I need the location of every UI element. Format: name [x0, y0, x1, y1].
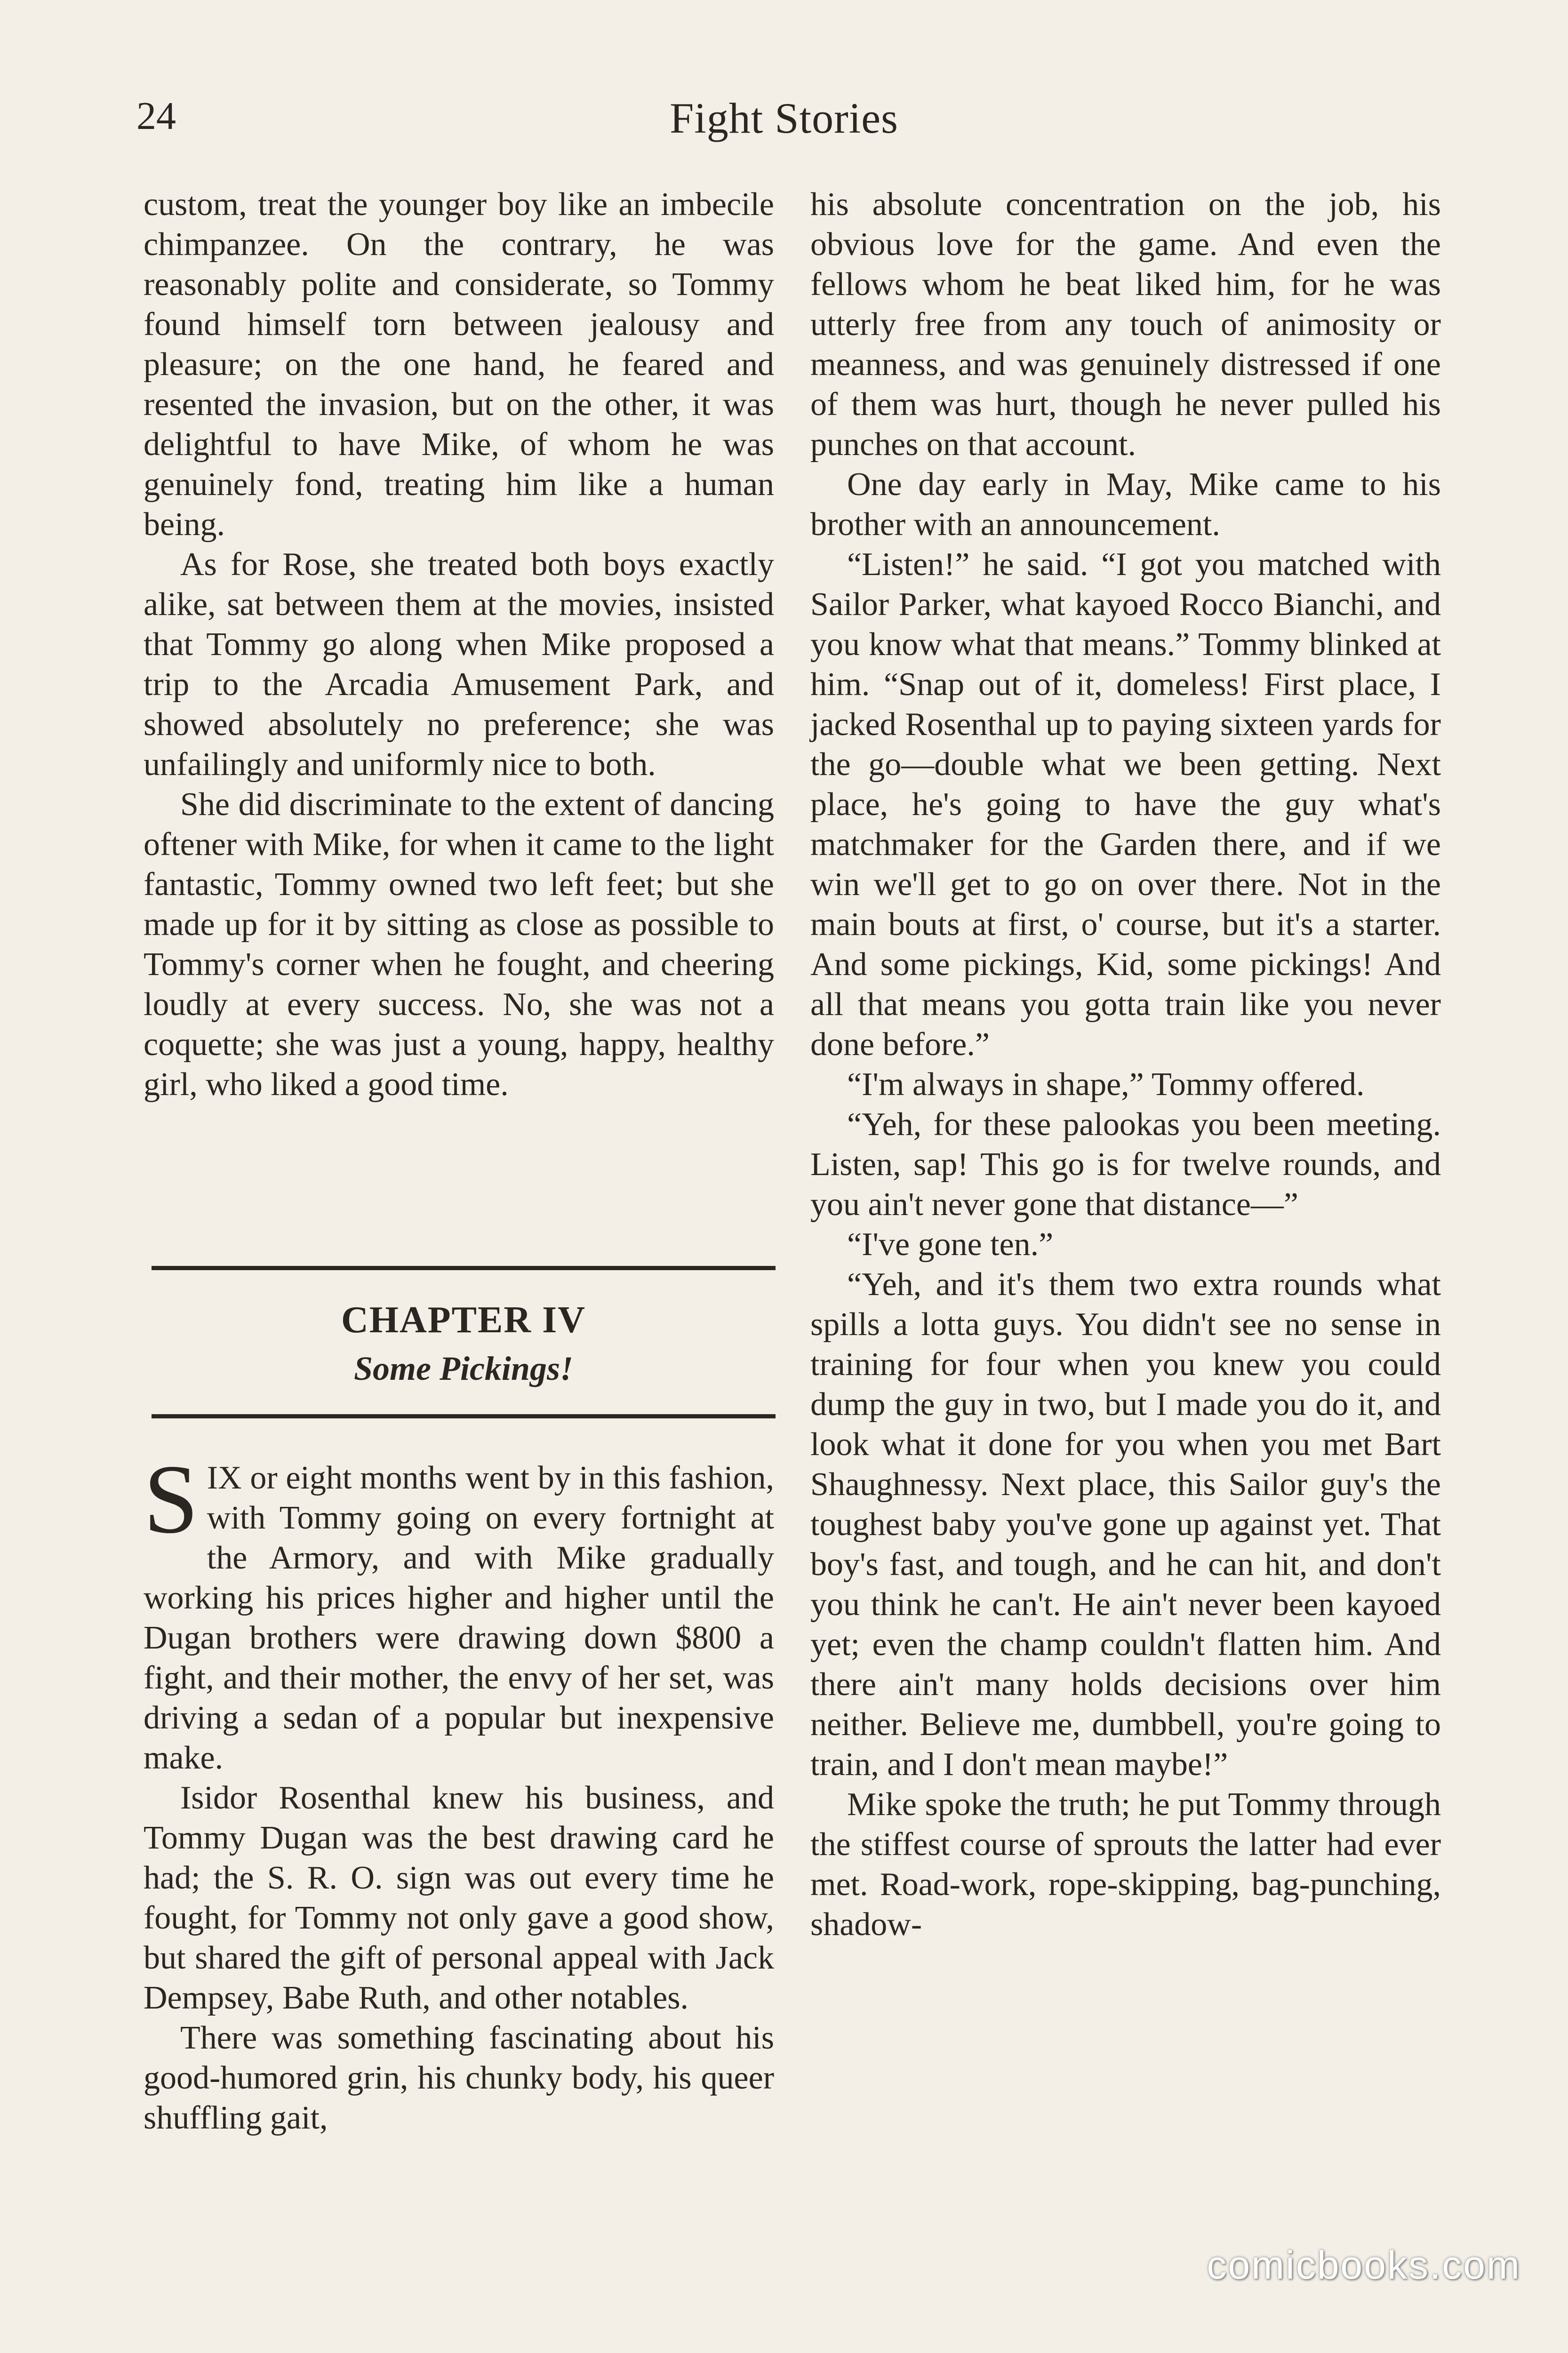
paragraph: Mike spoke the truth; he put Tommy through the stiffest course of sprouts the latter had ever met. Road-work, rope-skipping, bag-punching, shadow-: [810, 1786, 1441, 1943]
chapter-rule-top: [152, 1266, 776, 1270]
paragraph: One day early in May, Mike came to his brother with an announcement.: [810, 466, 1441, 543]
paragraph: “Yeh, for these palookas you been meeting. Listen, sap! This go is for twelve rounds, and you ain't never gone that distance—”: [810, 1106, 1441, 1223]
left-column-top: [144, 184, 774, 1104]
chapter-opening-paragraph: [144, 1445, 774, 1778]
paragraph: She did discriminate to the extent of dancing oftener with Mike, for when it came to the light fantastic, Tommy owned two left feet; but she made up for it by sitting as close as possible to Tommy's corner when he fought, and cheering loudly at every success. No, she was not a coquette; she was just a young, happy, healthy girl, who liked a good time.: [144, 786, 774, 1103]
drop-cap: S: [144, 1445, 199, 1554]
watermark: comicbooks.com: [1207, 2243, 1521, 2287]
opening-text: IX or eight months went by in this fashion, with Tommy going on every fortnight at the Armory, and with Mike gradually working his prices higher and higher until the Dugan brothers were drawing down $800 a fight, and their mother, the envy of her set, was driving a sedan of a popular but inexpensive make.: [144, 1460, 774, 1776]
paragraph: “Yeh, and it's them two extra rounds what spills a lotta guys. You didn't see no sense in training for four when you knew you could dump the guy in two, but I made you do it, and look what it done for you when you met Bart Shaughnessy. Next place, this Sailor guy's the toughest baby you've gone up against yet. That boy's fast, and tough, and he can hit, and don't you think he can't. He ain't never been kayoed yet; even the champ couldn't flatten him. And there ain't many holds decisions over him neither. Believe me, dumbbell, you're going to train, and I don't mean maybe!”: [810, 1266, 1441, 1783]
paragraph: custom, treat the younger boy like an imbecile chimpanzee. On the contrary, he was reasonably polite and considerate, so Tommy found himself torn between jealousy and pleasure; on the one hand, he feared and resented the invasion, but on the other, it was delightful to have Mike, of whom he was genuinely fond, treating him like a human being.: [144, 186, 774, 543]
chapter-title: CHAPTER IV: [341, 1299, 586, 1341]
paragraph: There was something fascinating about his good-humored grin, his chunky body, his queer shuffling gait,: [144, 2020, 774, 2136]
paragraph: “Listen!” he said. “I got you matched with Sailor Parker, what kayoed Rocco Bianchi, and you know what that means.” Tommy blinked at him. “Snap out of it, domeless! First place, I jacked Rosenthal up to paying sixteen yards for the go—double what we been getting. Next place, he's going to have the guy what's matchmaker for the Garden there, and if we win we'll get to go on over there. Not in the main bouts at first, o' course, but it's a starter. And some pickings, Kid, some pickings! And all that means you gotta train like you never done before.”: [810, 546, 1441, 1063]
page-number: 24: [136, 94, 176, 138]
paragraph: “I've gone ten.”: [847, 1226, 1054, 1263]
chapter-rule-bottom: [152, 1414, 776, 1418]
right-column: [810, 184, 1441, 1945]
left-column-bottom: [144, 1445, 774, 2138]
paragraph: As for Rose, she treated both boys exactly alike, sat between them at the movies, insisted that Tommy go along when Mike proposed a trip to the Arcadia Amusement Park, and showed absolutely no preference; she was unfailingly and uniformly nice to both.: [144, 546, 774, 783]
paragraph: “I'm always in shape,” Tommy offered.: [847, 1066, 1365, 1103]
paragraph: Isidor Rosenthal knew his business, and Tommy Dugan was the best drawing card he had; the S. R. O. sign was out every time he fought, for Tommy not only gave a good show, but shared the gift of personal appeal with Jack Dempsey, Babe Ruth, and other notables.: [144, 1780, 774, 2016]
paragraph: his absolute concentration on the job, his obvious love for the game. And even the fellows whom he beat liked him, for he was utterly free from any touch of animosity or meanness, and was genuinely distressed if one of them was hurt, though he never pulled his punches on that account.: [810, 186, 1441, 463]
running-head: Fight Stories: [670, 94, 898, 142]
chapter-subtitle: Some Pickings!: [353, 1350, 574, 1387]
